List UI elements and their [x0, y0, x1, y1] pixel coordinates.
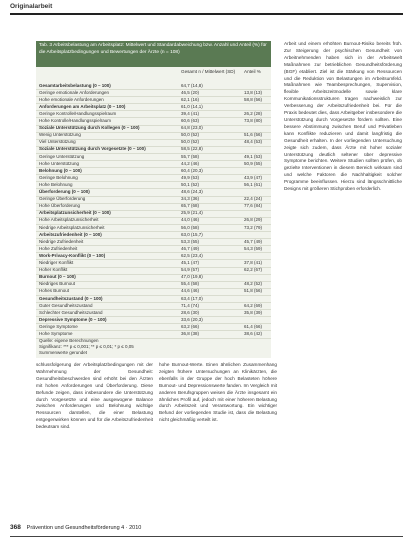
table-cell-label: Geringe Überforderung	[39, 196, 86, 202]
table-cell-label: Hohe Kontrolle/Handlungsspielraum	[39, 118, 112, 124]
table-cell-label: Work-Privacy-Konflikt (0 – 100)	[39, 252, 106, 258]
table-cell-label: Hohe emotionale Anforderungen	[39, 96, 104, 102]
table-cell-label: Viel Unterstützung	[39, 139, 76, 145]
table-cell-label: Hohe Überforderung	[39, 203, 81, 209]
table-cell-label: Geringe Unterstützung	[39, 153, 85, 159]
table-cell-label: Guter Gesundheitszustand	[39, 302, 93, 308]
table-cell-label: Hohe Zufriedenheit	[39, 245, 78, 251]
table-cell-value: 63,4 (17,0)	[181, 295, 203, 301]
table-cell-value: 46,7 (49)	[181, 245, 200, 251]
table-cell-value: 48,4 (53)	[244, 139, 263, 145]
table-cell-value: 61,4 (66)	[244, 323, 263, 329]
table-cell-value: 71,4 (74)	[181, 302, 200, 308]
table-cell-value: 22,4 (24)	[244, 196, 263, 202]
table-cell-value: 37,8 (41)	[244, 260, 263, 266]
table-cell-label: Überforderung (0 – 100)	[39, 189, 90, 195]
table-cell-value: 38,6 (42)	[244, 331, 263, 337]
table-cell-label: Schlechter Gesundheitszustand	[39, 309, 103, 315]
table-cell-value: 55,7 (58)	[181, 153, 200, 159]
table-cell-value: 64,7 (14,8)	[181, 82, 203, 88]
table-cell-label: Hohe Symptome	[39, 331, 73, 337]
table-cell-value: 50,9 (55)	[244, 160, 263, 166]
table-cell-label: Niedriges Burnout	[39, 281, 76, 287]
table-cell-value: 55,4 (58)	[181, 281, 200, 287]
table-cell-value: 34,3 (36)	[181, 196, 200, 202]
table-cell-value: 51,8 (56)	[244, 288, 263, 294]
table-cell-label: Burnout (0 – 100)	[39, 274, 76, 280]
table-cell-label: Hohe Arbeitsplatzunsicherheit	[39, 217, 99, 223]
section-label: Originalarbeit	[10, 3, 53, 10]
table-cell-label: Anforderungen am Arbeitsplatz (0 – 100)	[39, 103, 126, 109]
page-footer	[10, 524, 141, 531]
table-footnote: Summenwerte gerundet	[39, 350, 88, 355]
table-caption: Tab. 3 Arbeitsbelastung am Arbeitsplatz: Mittelwert und Standardabweichung bzw. Anzahl und Anteil (%) für die Arbeitsplatzbedingungen und Bewertungen der Ärzte (n = 108)	[36, 41, 271, 67]
table-cell-value: 44,0 (46)	[181, 217, 200, 223]
table-cell-label: Soziale Unterstützung durch Vorgesetzte (0 – 100)	[39, 146, 146, 152]
table-cell-value: 49,1 (53)	[244, 153, 263, 159]
table-cell-value: 53,3 (55)	[181, 238, 200, 244]
table-cell-label: Arbeitsplatzunsicherheit (0 – 100)	[39, 210, 111, 216]
table-cell-value: 49,9 (53)	[181, 174, 200, 180]
table-cell-value: 48,6 (24,3)	[181, 189, 203, 195]
table-cell-label: Depressive Symptome (0 – 100)	[39, 316, 107, 322]
table-cell-label: Soziale Unterstützung durch Kollegen (0 – 100)	[39, 125, 140, 131]
table-cell-value: 56,1 (61)	[244, 181, 263, 187]
table-cell-value: 36,8 (38)	[181, 331, 200, 337]
journal-name: Prävention und Gesundheitsförderung 4 · 2010	[26, 525, 142, 531]
table-cell-value: 61,0 (14,1)	[181, 103, 203, 109]
table-cell-value: 25,9 (21,4)	[181, 210, 203, 216]
header-rule	[10, 13, 403, 15]
table-cell-value: 62,5 (23,4)	[181, 252, 203, 258]
page-number: 368	[10, 524, 21, 531]
table-cell-value: 54,9 (57)	[181, 267, 200, 273]
table-cell-value: 44,2 (46)	[181, 160, 200, 166]
table-cell-value: 63,0 (15,7)	[181, 231, 203, 237]
body-column-left: schlussfolgerung der Arbeitsplatzbedingungen mit der Wahrnehmung der Gesundheit: Gesundheitsbeschwerden sind erhöht bei den Ärzten mit hohen Anforderungen und Überforderung. Diese Befunde zeigen, dass insbesondere die Unterstützung durch Vorgesetzte und eine ausgewogene Balance zwischen Anforderungen und Belohnung wichtige Ressourcen darstellen, die einer Belastung entgegenwirken können und für die Arbeitszufriedenheit bedeutsam sind.	[36, 362, 153, 430]
table-cell-value: 77,6 (84)	[244, 203, 263, 209]
table-cell-value: 48,2 (52)	[244, 281, 263, 287]
table-footnote: Signifikanz: *** p ≤ 0,001; ** p ≤ 0,01; * p ≤ 0,05	[39, 344, 134, 349]
table-cell-value: 33,6 (20,3)	[181, 316, 203, 322]
table-cell-value: 54,3 (59)	[244, 245, 263, 251]
table-cell-label: Gesundheitszustand (0 – 100)	[39, 295, 103, 301]
table-cell-value: 73,8 (80)	[244, 118, 263, 124]
table-cell-value: 26,8 (29)	[244, 217, 263, 223]
table-cell-label: Hohe Belohnung	[39, 181, 73, 187]
table-cell-label: Geringe Kontrolle/Handlungsspielraum	[39, 110, 117, 116]
table-cell-label: Niedrige Zufriedenheit	[39, 238, 84, 244]
table-cell-value: 58,5 (22,8)	[181, 146, 203, 152]
table-cell-label: Hohe Unterstützung	[39, 160, 80, 166]
table-cell-value: 45,1 (47)	[181, 260, 200, 266]
table-cell-value: 50,1 (52)	[181, 181, 200, 187]
table-cell-label: Niedriger Konflikt	[39, 260, 74, 266]
table-cell-value: 60,4 (20,3)	[181, 167, 203, 173]
table-cell-value: 64,8 (23,0)	[181, 125, 203, 131]
body-column-middle: hohe Burnout-Werte. Einen ähnlichen Zusammenhang zeigten frühere Untersuchungen an Klinikärzten, die ebenfalls in der Gruppe der hoch Belasteten höhere Burnout- und Depressionswerte fanden. Im Vergleich mit anderen Berufsgruppen weisen die Ärzte insgesamt ein ähnliches Profil auf, jedoch mit einer höheren Belastung durch Arbeitszeit und Verantwortung. Ein wichtiger Befund der vorliegenden Studie ist, dass die Belastung nicht gleichmäßig verteilt ist.	[159, 362, 277, 423]
table-cell-value: 65,7 (68)	[181, 203, 200, 209]
table-cell-label: Wenig Unterstützung	[39, 132, 81, 138]
table-cell-value: 60,6 (63)	[181, 118, 200, 124]
table-cell-label: Gesamtarbeitsbelastung (0 – 100)	[39, 82, 111, 88]
table-cell-value: 51,6 (56)	[244, 132, 263, 138]
table-cell-value: 63,2 (66)	[181, 323, 200, 329]
table-cell-value: 35,8 (39)	[244, 309, 263, 315]
table-cell-value: 26,2 (28)	[244, 110, 263, 116]
table-cell-value: 62,2 (67)	[244, 267, 263, 273]
table-cell-value: 28,6 (30)	[181, 309, 200, 315]
table-cell-label: Hoher Konflikt	[39, 267, 68, 273]
table-cell-value: 58,8 (56)	[244, 96, 263, 102]
table-cell-label: Belohnung (0 – 100)	[39, 167, 82, 173]
table-cell-value: 13,8 (13)	[244, 89, 263, 95]
table-cell-value: 64,2 (69)	[244, 302, 263, 308]
table-cell-value: 73,2 (79)	[244, 224, 263, 230]
table-cell-label: Geringe emotionale Anforderungen	[39, 89, 110, 95]
table-cell-value: 50,0 (52)	[181, 132, 200, 138]
table-cell-value: 46,5 (20)	[181, 89, 200, 95]
table-cell-value: 56,0 (58)	[181, 224, 200, 230]
table-footnote: Quelle: eigene Berechnungen	[39, 338, 99, 343]
table-cell-label: Niedrige Arbeitsplatzunsicherheit	[39, 224, 105, 230]
table-cell-value: 39,4 (41)	[181, 110, 200, 116]
table-cell-label: Geringe Belohnung	[39, 174, 78, 180]
table-cell-label: Arbeitszufriedenheit (0 – 100)	[39, 231, 102, 237]
table-col-head-2: Anteil %	[244, 69, 261, 74]
footer-rule	[10, 536, 403, 537]
table-cell-value: 47,0 (19,8)	[181, 274, 203, 280]
body-column-right: Arbeit und einem erhöhten Burnout-Risiko bereits früh. Zur Steigerung der psychischen Gesundheit von Arbeitnehmenden haben sich in der Arbeitswelt Maßnahmen zur betrieblichen Gesundheitsförderung (BGF) etabliert. Ziel ist die Stärkung von Ressourcen und die Reduktion von Belastungen im Arbeitsumfeld. Maßnahmen wie Teambesprechungen, Supervision, flexible Arbeitszeitmodelle sowie klare Kommunikationsstrukturen tragen nachweislich zur Verbesserung der Arbeitszufriedenheit bei. Für die Praxis bedeutet dies, dass Arbeitgeber insbesondere die Unterstützung durch Vorgesetzte fördern sollten. Eine bessere Abstimmung zwischen Beruf und Privatleben kann Konflikte reduzieren und damit langfristig die Gesundheit erhalten. In der vorliegenden Untersuchung zeigte sich zudem, dass Ärzte mit hoher sozialer Unterstützung deutlich seltener über depressive Symptome berichten. Weitere Studien sollten prüfen, ob gezielte Interventionen in diesem Bereich wirksam sind und welche Faktoren die Nachhaltigkeit solcher Programme beeinflussen. Hierzu sind längsschnittliche Designs mit größeren Stichproben erforderlich.	[284, 41, 402, 192]
table-cell-label: Geringe Symptome	[39, 323, 78, 329]
table-cell-value: 50,0 (52)	[181, 139, 200, 145]
table-cell-value: 43,9 (47)	[244, 174, 263, 180]
table-cell-value: 45,7 (49)	[244, 238, 263, 244]
table-col-head-1: Gesamt n / Mittelwert (SD)	[181, 69, 236, 74]
table-cell-value: 62,1 (16)	[181, 96, 200, 102]
table-cell-label: Hohes Burnout	[39, 288, 70, 294]
table-cell-value: 44,6 (46)	[181, 288, 200, 294]
